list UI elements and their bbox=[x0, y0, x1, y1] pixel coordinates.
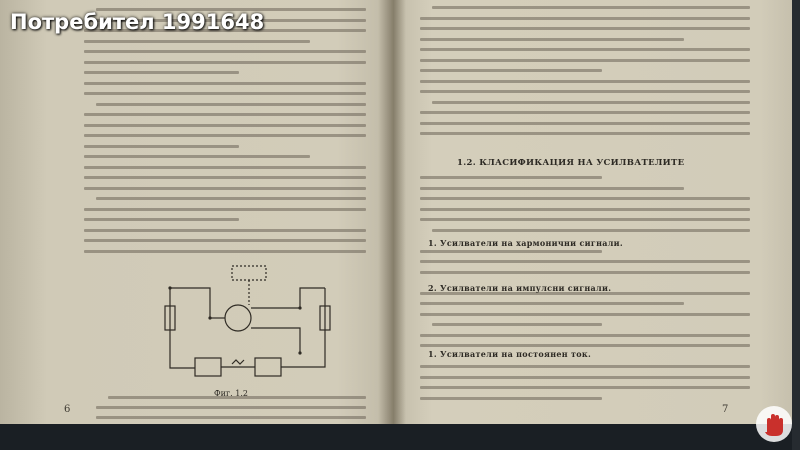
right-page bbox=[392, 0, 792, 430]
text-line bbox=[84, 218, 239, 221]
book-cover-edge bbox=[792, 0, 800, 450]
text-line bbox=[420, 365, 750, 368]
text-line bbox=[420, 90, 750, 93]
text-line bbox=[84, 208, 366, 211]
subheading-pulse-signals: 2. Усилватели на импулсни сигнали. bbox=[428, 283, 612, 293]
background-cloth bbox=[0, 424, 800, 450]
section-heading: 1.2. КЛАСИФИКАЦИЯ НА УСИЛВАТЕЛИТЕ bbox=[457, 158, 685, 168]
text-line bbox=[84, 82, 366, 85]
text-line bbox=[84, 155, 310, 158]
text-line bbox=[84, 187, 366, 190]
text-line bbox=[420, 376, 750, 379]
text-line bbox=[84, 61, 366, 64]
text-line bbox=[84, 134, 366, 137]
text-line bbox=[420, 208, 750, 211]
text-line bbox=[84, 145, 239, 148]
hand-logo-icon bbox=[754, 404, 794, 444]
text-line bbox=[96, 416, 366, 419]
subheading-harmonic-signals: 1. Усилватели на хармонични сигнали. bbox=[428, 238, 624, 248]
text-line bbox=[432, 323, 602, 326]
text-line bbox=[84, 166, 366, 169]
text-line bbox=[420, 59, 750, 62]
text-line bbox=[420, 38, 684, 41]
seller-watermark: Потребител 1991648 bbox=[10, 10, 265, 34]
text-line bbox=[420, 111, 750, 114]
text-line bbox=[420, 17, 750, 20]
circuit-diagram bbox=[150, 258, 340, 388]
text-line bbox=[96, 197, 366, 200]
text-line bbox=[420, 187, 684, 190]
text-line bbox=[84, 176, 366, 179]
text-line bbox=[84, 40, 310, 43]
text-line bbox=[420, 334, 750, 337]
text-line bbox=[84, 250, 366, 253]
text-line bbox=[420, 122, 750, 125]
text-line bbox=[420, 218, 750, 221]
text-line bbox=[84, 124, 366, 127]
subheading-dc-amplifiers: 1. Усилватели на постоянен ток. bbox=[428, 349, 592, 359]
text-line bbox=[420, 271, 750, 274]
text-line bbox=[84, 92, 366, 95]
text-line bbox=[96, 103, 366, 106]
figure-caption: Фиг. 1.2 bbox=[214, 389, 248, 398]
text-line bbox=[420, 69, 602, 72]
text-line bbox=[420, 313, 750, 316]
book-gutter bbox=[378, 0, 406, 432]
text-line bbox=[420, 197, 750, 200]
text-line bbox=[420, 386, 750, 389]
text-line bbox=[420, 397, 602, 400]
text-line bbox=[84, 113, 366, 116]
text-line bbox=[84, 50, 366, 53]
text-line bbox=[420, 176, 602, 179]
text-line bbox=[420, 260, 750, 263]
right-page-number: 7 bbox=[722, 404, 729, 415]
text-line bbox=[420, 250, 602, 253]
left-page bbox=[0, 0, 392, 424]
left-page-number: 6 bbox=[64, 404, 71, 415]
text-line bbox=[420, 48, 750, 51]
text-line bbox=[96, 406, 366, 409]
text-line bbox=[420, 132, 750, 135]
text-line bbox=[84, 239, 366, 242]
text-line bbox=[84, 71, 239, 74]
text-line bbox=[84, 229, 366, 232]
text-line bbox=[420, 302, 684, 305]
text-line bbox=[420, 344, 750, 347]
text-line bbox=[420, 80, 750, 83]
text-line bbox=[420, 27, 750, 30]
text-line bbox=[432, 6, 750, 9]
text-line bbox=[432, 101, 750, 104]
text-line bbox=[432, 229, 750, 232]
